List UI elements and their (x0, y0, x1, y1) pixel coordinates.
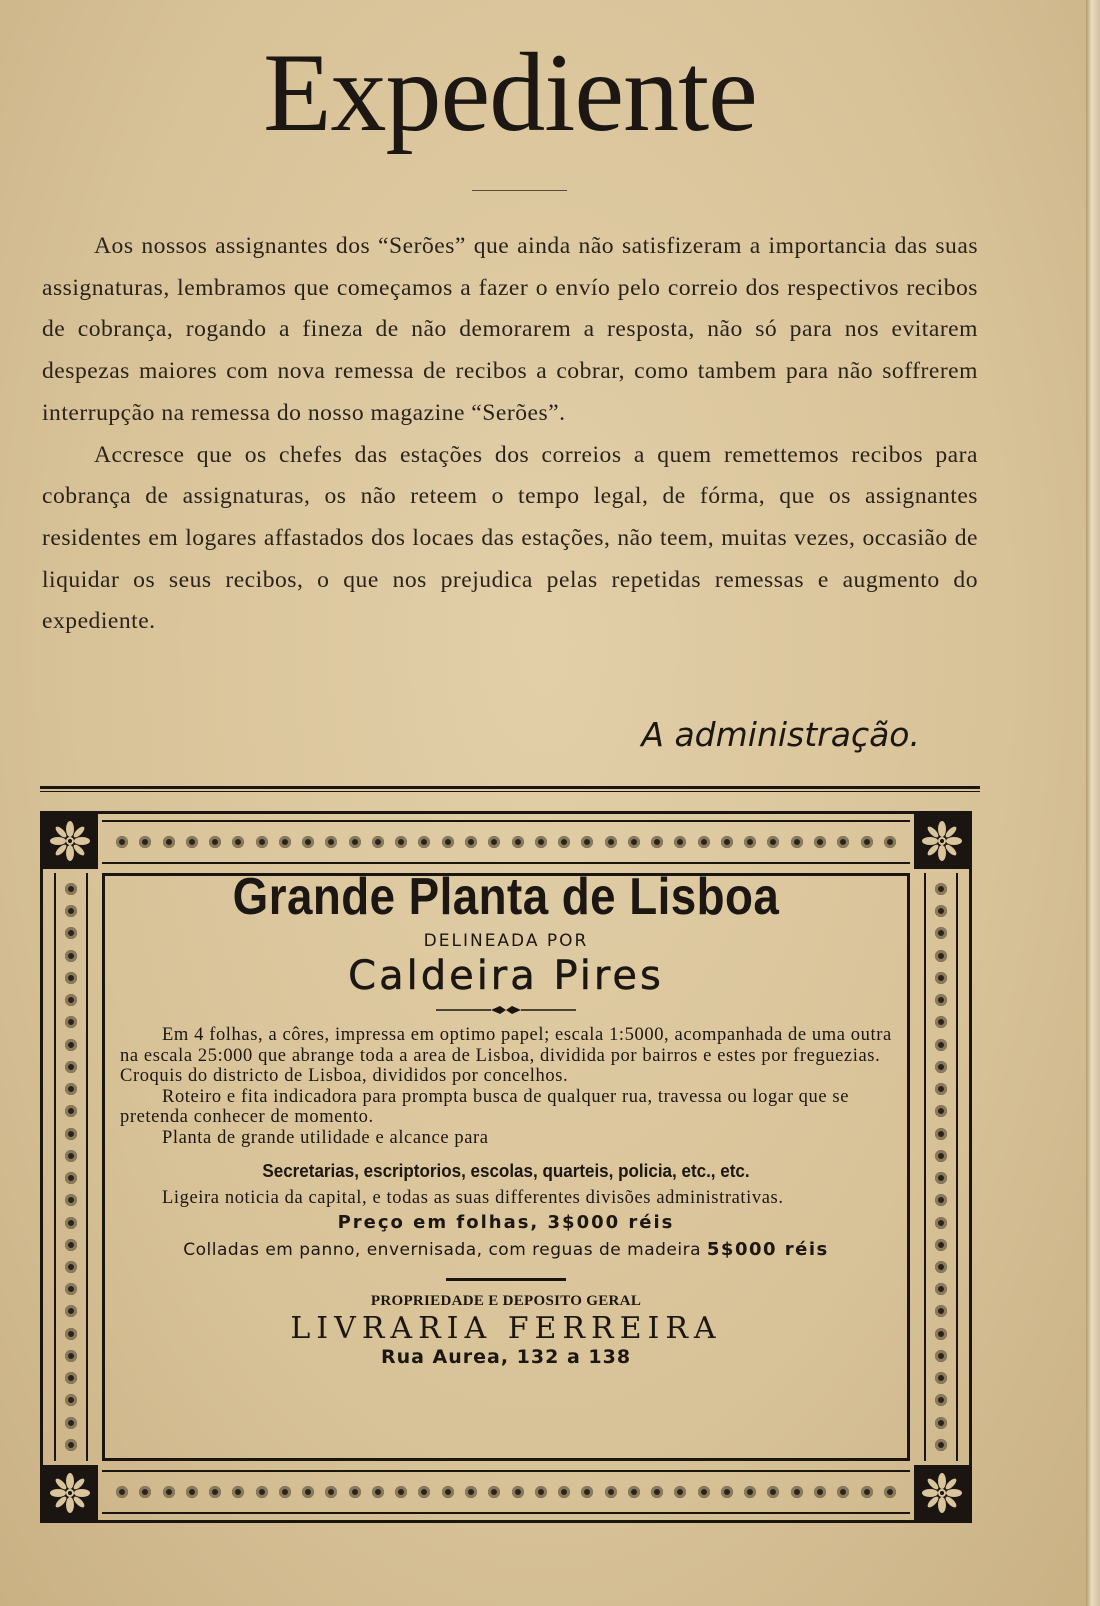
ornament-dot-icon (558, 1486, 570, 1498)
ornament-dot-icon (302, 1486, 314, 1498)
ornament-dot-icon (935, 1194, 947, 1206)
ad-paragraph-3: Planta de grande utilidade e alcance para (162, 1127, 489, 1148)
ornament-dot-icon (581, 836, 593, 848)
ornament-dot-icon (163, 836, 175, 848)
ornament-dot-icon (349, 836, 361, 848)
ornament-dot-icon (935, 1039, 947, 1051)
ornament-dot-icon (935, 1372, 947, 1384)
ornament-dot-icon (721, 1486, 733, 1498)
ornament-dot-icon (791, 836, 803, 848)
heading-rule (472, 190, 567, 191)
ornament-dot-icon (65, 1105, 77, 1117)
ornament-dot-icon (372, 1486, 384, 1498)
ornament-dot-icon (65, 1417, 77, 1429)
rosette-ornament-icon (914, 813, 970, 869)
ornament-dot-icon (791, 1486, 803, 1498)
ornament-dot-icon (935, 1239, 947, 1251)
ornament-dot-icon (65, 1239, 77, 1251)
page-heading: Expediente (263, 31, 757, 155)
ornament-dot-icon (65, 1172, 77, 1184)
ornament-dot-icon (65, 994, 77, 1006)
ornament-dot-icon (837, 1486, 849, 1498)
ornament-dot-icon (935, 1016, 947, 1028)
ad-paragraph-2: Roteiro e fita indicadora para prompta busca de qualquer rua, travessa ou logar que se pretenda conhecer de momento. (120, 1086, 850, 1128)
ornament-dot-icon (935, 1083, 947, 1095)
price-sheets: Preço em folhas, 3$000 réis (337, 1212, 675, 1234)
ornament-dot-icon (935, 1283, 947, 1295)
ornament-dot-icon (814, 1486, 826, 1498)
ornament-dot-icon (279, 836, 291, 848)
ornament-dot-icon (535, 1486, 547, 1498)
ornament-dot-icon (139, 836, 151, 848)
ornament-dot-icon (935, 1217, 947, 1229)
rosette-ornament-icon (42, 813, 98, 869)
ornament-dot-icon (935, 1261, 947, 1273)
ad-uses: Secretarias, escriptorios, escolas, quarteis, policia, etc., etc. (262, 1159, 750, 1181)
ornament-dot-icon (935, 950, 947, 962)
ornament-dot-icon (512, 836, 524, 848)
ornament-dot-icon (325, 836, 337, 848)
ad-address: Rua Aurea, 132 a 138 (380, 1346, 632, 1369)
ornament-dot-icon (935, 1328, 947, 1340)
ornament-dot-icon (744, 836, 756, 848)
ornament-dot-icon (651, 1486, 663, 1498)
ornament-dot-icon (209, 836, 221, 848)
ornament-dot-icon (698, 1486, 710, 1498)
ornament-dot-icon (935, 1394, 947, 1406)
ornament-dot-icon (256, 1486, 268, 1498)
ornament-dot-icon (884, 1486, 896, 1498)
ornament-dot-icon (442, 1486, 454, 1498)
ornament-band-right (924, 873, 958, 1461)
ornament-dot-icon (116, 836, 128, 848)
ornament-band-top (102, 820, 910, 864)
ornament-dot-icon (65, 1039, 77, 1051)
price-mounted-value: 5$000 réis (706, 1239, 829, 1261)
ornament-dot-icon (558, 836, 570, 848)
ornament-band-bottom (102, 1470, 910, 1514)
ornament-band-left (54, 873, 88, 1461)
notice-text (42, 226, 978, 643)
ornament-dot-icon (65, 1305, 77, 1317)
ornament-dot-icon (535, 836, 547, 848)
ornament-dot-icon (65, 1083, 77, 1095)
ornament-dot-icon (512, 1486, 524, 1498)
ornament-dot-icon (581, 1486, 593, 1498)
ornament-dot-icon (721, 836, 733, 848)
ornament-dot-icon (65, 1350, 77, 1362)
ornament-dot-icon (65, 972, 77, 984)
ornament-dot-icon (861, 836, 873, 848)
ornament-dot-icon (65, 1150, 77, 1162)
ornament-dot-icon (861, 1486, 873, 1498)
ornament-dot-icon (674, 836, 686, 848)
ornament-dot-icon (65, 927, 77, 939)
ornament-dot-icon (814, 836, 826, 848)
ornament-dot-icon (935, 994, 947, 1006)
ornament-dot-icon (935, 883, 947, 895)
ornament-dot-icon (65, 1394, 77, 1406)
ad-paragraph-1: Em 4 folhas, a côres, impressa em optimo papel; escala 1:5000, acompanhada de uma outra na escala 25:000 que abrange toda a area de Lisboa, dividida por bairros e estes por freguezias. Croquis do districto de Lisboa, divididos por concelhos. (120, 1025, 892, 1087)
ornament-dot-icon (767, 836, 779, 848)
ad-paragraph-4: Ligeira noticia da capital, e todas as suas differentes divisões administrativas. (162, 1187, 784, 1208)
notice-paragraph-1: Aos nossos assignantes dos “Serões” que ainda não satisfizeram a importancia das suas assignaturas, lembramos que começamos a fazer o envío pelo correio dos respectivos recibos de cobrança, rogando a fineza de não demorarem a resposta, não só para nos evitarem despezas maiores com nova remessa de recibos a cobrar, como tambem para não soffrerem interrupção na remessa do nosso magazine “Serões”. (42, 233, 978, 426)
ornament-dot-icon (488, 1486, 500, 1498)
ornament-dot-icon (465, 836, 477, 848)
ornament-dot-icon (935, 1305, 947, 1317)
ornament-dot-icon (837, 836, 849, 848)
notice-signature: A administração. (641, 715, 920, 754)
ornament-dot-icon (65, 883, 77, 895)
ornament-dot-icon (325, 1486, 337, 1498)
ornament-dot-icon (65, 1283, 77, 1295)
ornament-dot-icon (744, 1486, 756, 1498)
ornament-dot-icon (935, 972, 947, 984)
flourish-ornament-icon (436, 1003, 576, 1017)
ornament-dot-icon (935, 1350, 947, 1362)
ornament-dot-icon (349, 1486, 361, 1498)
ornament-dot-icon (186, 836, 198, 848)
ornament-dot-icon (65, 1261, 77, 1273)
ornament-dot-icon (442, 836, 454, 848)
ornament-dot-icon (209, 1486, 221, 1498)
ornament-dot-icon (488, 836, 500, 848)
ornament-dot-icon (884, 836, 896, 848)
notice-paragraph-2: Accresce que os chefes das estações dos correios a quem remettemos recibos para cobrança de assignaturas, os não reteem o tempo legal, de fórma, que os assignantes residentes em logares affastados dos locaes das estações, não teem, muitas vezes, occasião de liquidar os seus recibos, o que nos prejudica pelas repetidas remessas e augmento do expediente. (42, 441, 978, 635)
price-mounted (120, 1239, 892, 1260)
ornament-dot-icon (935, 1061, 947, 1073)
ad-author: Caldeira Pires (348, 953, 664, 999)
ornament-dot-icon (418, 1486, 430, 1498)
ad-content (120, 867, 892, 1368)
ornament-dot-icon (65, 950, 77, 962)
ornament-dot-icon (256, 836, 268, 848)
ornament-dot-icon (65, 1372, 77, 1384)
ornament-dot-icon (139, 1486, 151, 1498)
ornament-dot-icon (418, 836, 430, 848)
ornament-dot-icon (935, 1105, 947, 1117)
ornament-dot-icon (698, 836, 710, 848)
ornament-dot-icon (628, 1486, 640, 1498)
ornament-dot-icon (935, 1172, 947, 1184)
ornament-dot-icon (605, 836, 617, 848)
ornament-dot-icon (935, 1128, 947, 1140)
ornament-dot-icon (302, 836, 314, 848)
ornament-dot-icon (186, 1486, 198, 1498)
rosette-ornament-icon (42, 1465, 98, 1521)
ornament-dot-icon (935, 1150, 947, 1162)
ad-description (120, 1025, 892, 1149)
ornament-dot-icon (65, 1217, 77, 1229)
ad-shop-name: LIVRARIA FERREIRA (290, 1311, 722, 1347)
ornament-dot-icon (116, 1486, 128, 1498)
ornament-dot-icon (65, 905, 77, 917)
ornament-dot-icon (372, 836, 384, 848)
ornament-dot-icon (163, 1486, 175, 1498)
ad-description-2 (120, 1188, 892, 1209)
ornament-dot-icon (395, 836, 407, 848)
ornament-dot-icon (65, 1194, 77, 1206)
ad-title: Grande Planta de Lisboa (232, 868, 780, 926)
ornament-dot-icon (935, 927, 947, 939)
ornament-dot-icon (605, 1486, 617, 1498)
ornament-dot-icon (65, 1439, 77, 1451)
ornament-dot-icon (65, 1328, 77, 1340)
ornament-dot-icon (651, 836, 663, 848)
ornament-dot-icon (232, 836, 244, 848)
ornament-dot-icon (65, 1016, 77, 1028)
ornament-dot-icon (279, 1486, 291, 1498)
ornament-dot-icon (65, 1128, 77, 1140)
advertisement (40, 811, 972, 1523)
ornament-dot-icon (65, 1061, 77, 1073)
ornament-dot-icon (628, 836, 640, 848)
page-edge (1086, 0, 1100, 1606)
ornament-dot-icon (935, 1439, 947, 1451)
ornament-dot-icon (935, 905, 947, 917)
section-divider (40, 786, 980, 792)
price-mounted-text: Colladas em panno, envernisada, com reguas de madeira (183, 1240, 701, 1261)
ad-byline: DELINEADA POR (423, 931, 589, 951)
ornament-dot-icon (465, 1486, 477, 1498)
ornament-dot-icon (674, 1486, 686, 1498)
rosette-ornament-icon (914, 1465, 970, 1521)
ad-rule (446, 1278, 566, 1281)
ornament-dot-icon (935, 1417, 947, 1429)
ornament-dot-icon (767, 1486, 779, 1498)
ad-owner: PROPRIEDADE E DEPOSITO GERAL (370, 1293, 642, 1310)
ornament-dot-icon (395, 1486, 407, 1498)
ornament-dot-icon (232, 1486, 244, 1498)
